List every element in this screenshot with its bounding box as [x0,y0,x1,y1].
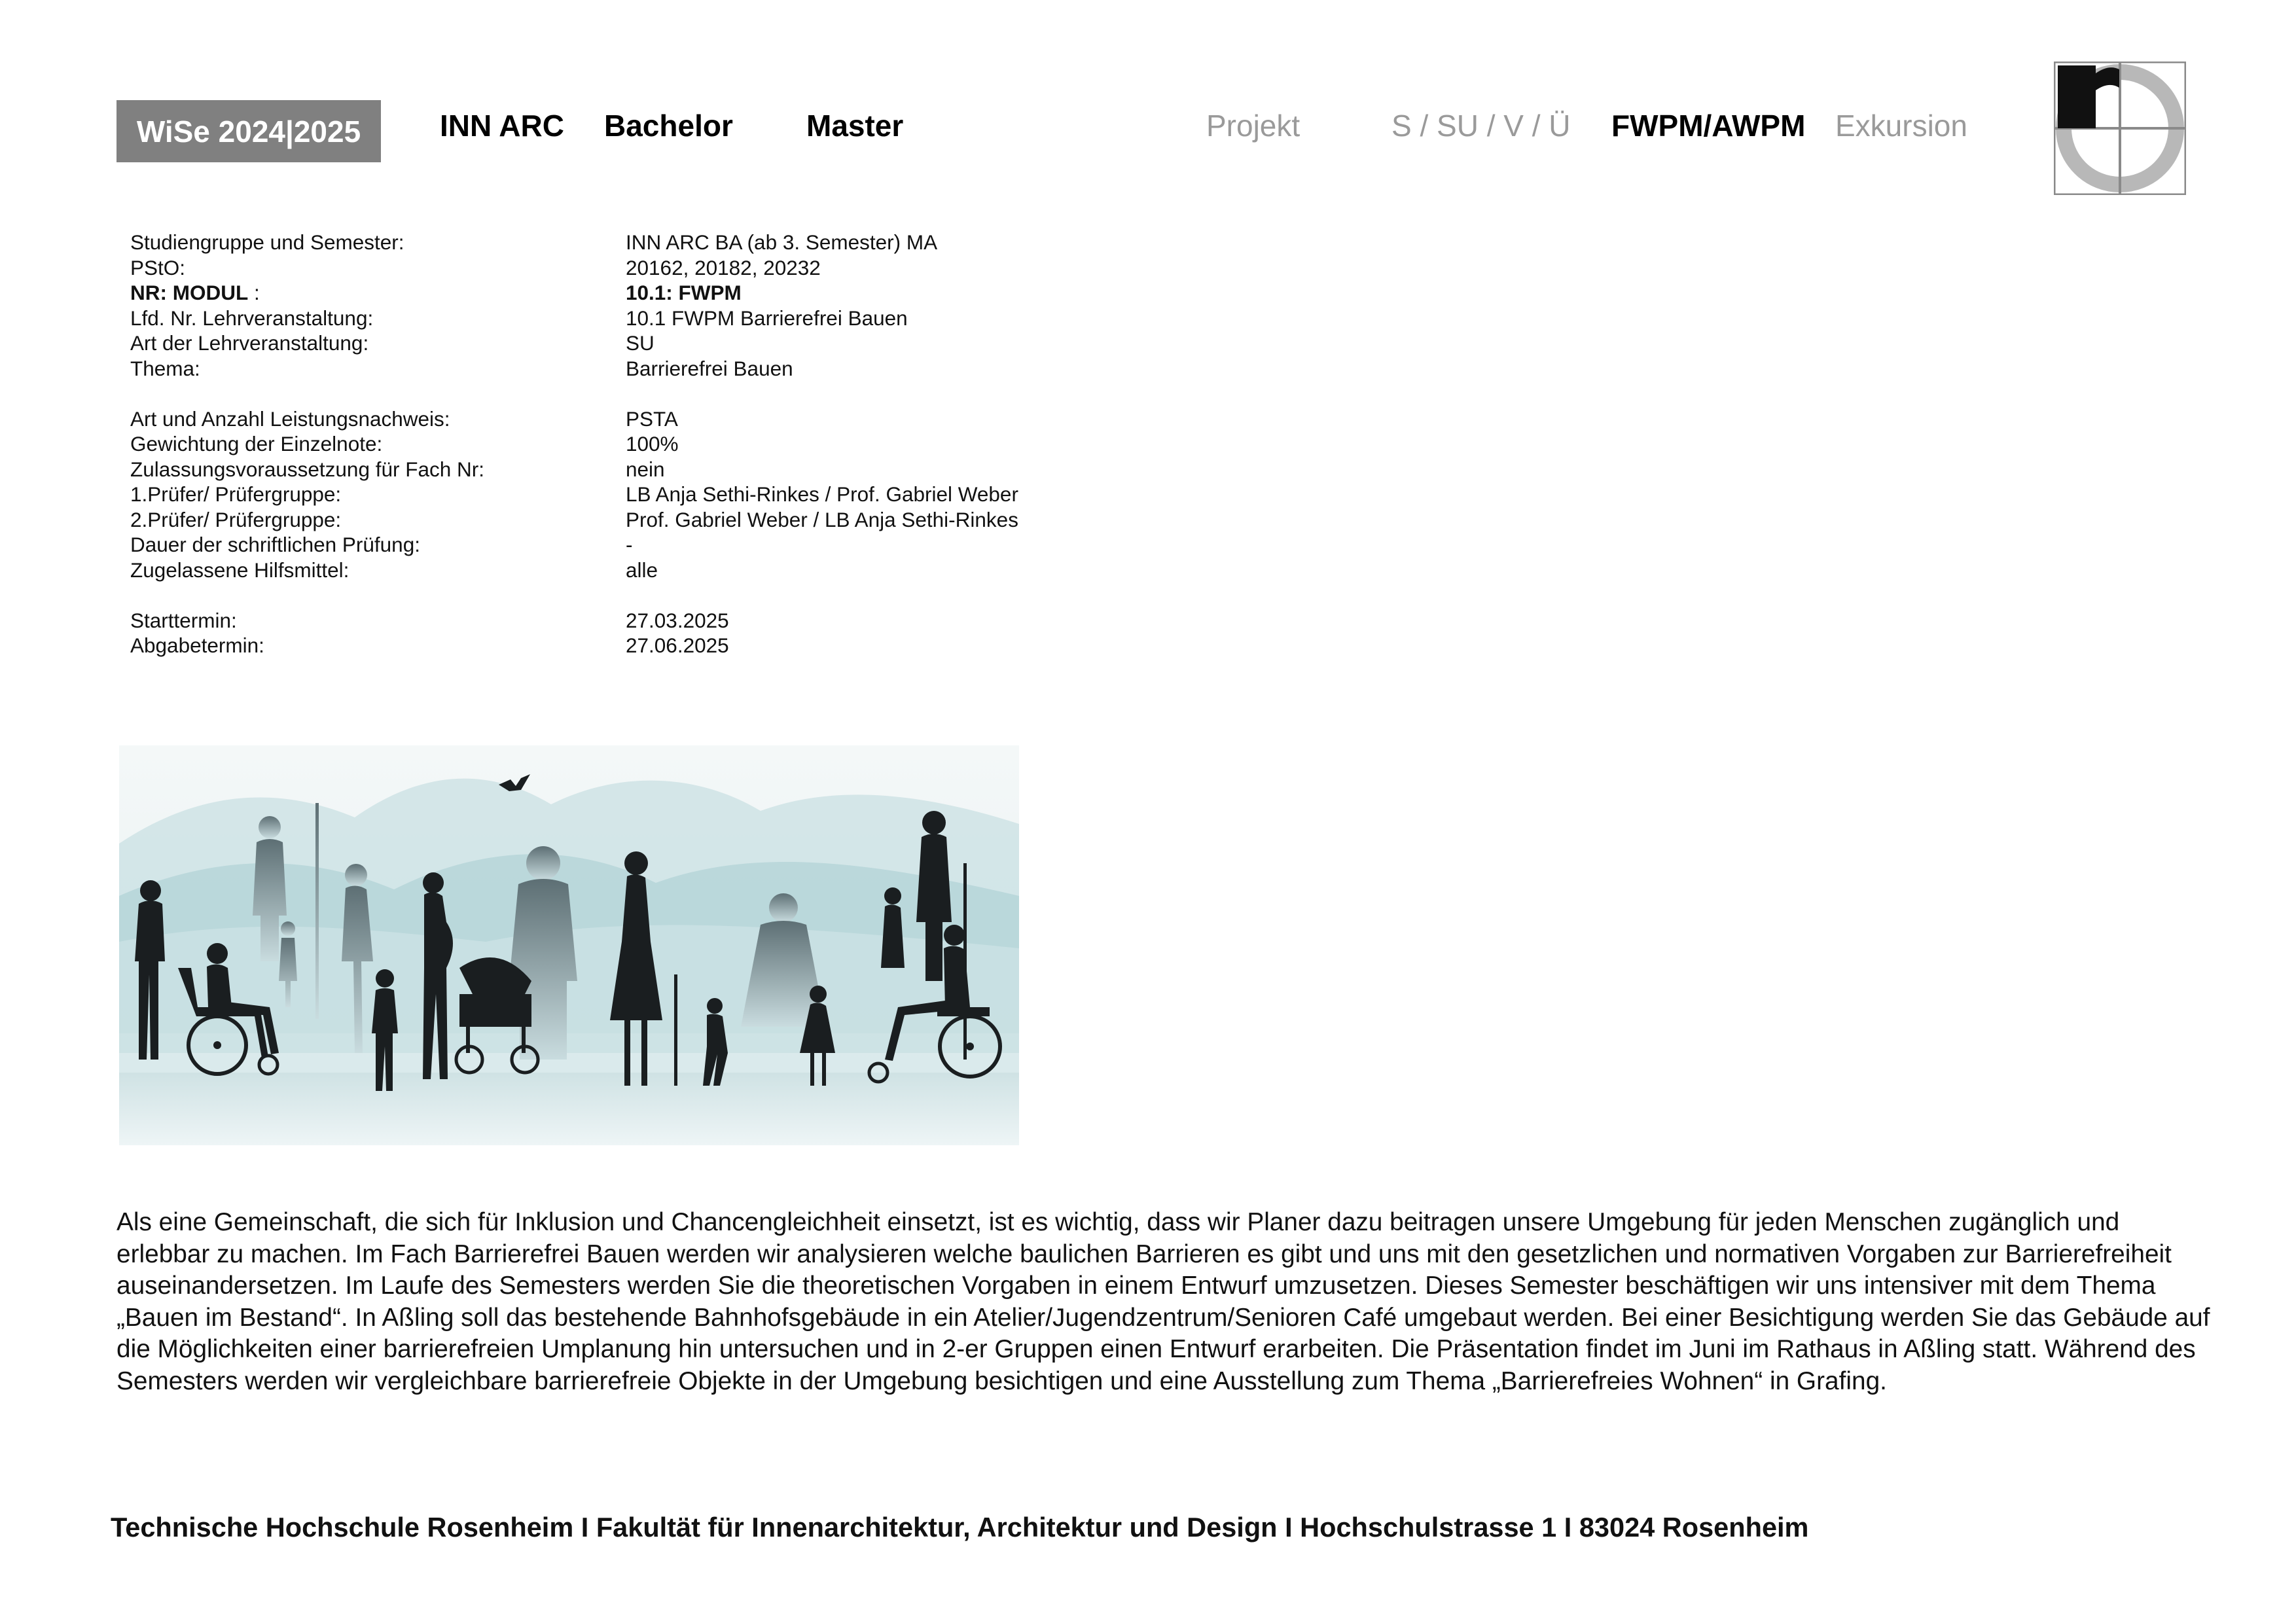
info-label: Gewichtung der Einzelnote: [130,432,383,455]
info-value: nein [626,457,665,481]
info-label: Zugelassene Hilfsmittel: [130,558,350,582]
info-label: Abgabetermin: [130,633,264,657]
module-description: Als eine Gemeinschaft, die sich für Inklusion und Chancengleichheit einsetzt, ist es wichtig, dass wir Planer dazu beitragen unsere Umgebung für jeden Menschen zugänglich und erlebbar zu machen. Im Fach Barrierefrei Bauen werden wir analysieren welche baulichen Barrieren es gibt und uns mit den gesetzlichen und normativen Vorgaben zur Barrierefreiheit auseinandersetzen. Im Laufe des Semesters werden Sie die theoretischen Vorgaben in einem Entwurf umzusetzen. Dieses Semester beschäftigen wir uns intensiver mit dem Thema „Bauen im Bestand“. In Aßling soll das bestehende Bahnhofsgebäude in ein Atelier/Jugendzentrum/Senioren Café umgebaut werden. Bei einer Besichtigung werden Sie das Gebäude auf die Möglichkeiten einer barrierefreien Umplanung hin untersuchen und in 2-er Gruppen einen Entwurf erarbeiten. Die Präsentation findet im Juni im Rathaus in Aßling statt. Während des Semesters werden wir vergleichbare barrierefreie Objekte in der Umgebung besichtigen und eine Ausstellung zum Thema „Barrierefreies Wohnen“ in Grafing. [117,1208,2210,1395]
info-value: Prof. Gabriel Weber / LB Anja Sethi-Rinkes [626,507,1018,531]
info-value: alle [626,558,658,582]
info-value: PSTA [626,406,678,431]
info-row-dauer [130,532,1018,558]
semester-badge: WiSe 2024|2025 [117,100,381,162]
info-row-starttermin [130,608,1018,633]
info-label: PStO: [130,255,186,279]
nav-bachelor[interactable]: Bachelor [604,109,733,143]
info-row-gewichtung [130,431,1018,457]
info-row-leistungsnachweis [130,406,1018,432]
nav-projekt[interactable]: Projekt [1206,109,1300,143]
info-value: 100% [626,432,679,455]
info-row-lfd-nr [130,306,1018,331]
info-value: 10.1: FWPM [626,281,742,304]
info-label-suffix: : [248,281,260,304]
info-label: Starttermin: [130,608,237,632]
info-label: 2.Prüfer/ Prüfergruppe: [130,507,342,531]
info-row-psto [130,255,1018,281]
info-label: Art und Anzahl Leistungsnachweis: [130,406,450,431]
info-row-thema [130,356,1018,382]
rosenheim-logo-icon [2054,62,2186,195]
info-value: 20162, 20182, 20232 [626,255,821,279]
info-label: Thema: [130,356,200,380]
info-row-art [130,330,1018,356]
info-label: 1.Prüfer/ Prüfergruppe: [130,482,342,506]
info-row-zulassung [130,457,1018,482]
info-value: 27.03.2025 [626,608,729,632]
info-row-studiengruppe [130,230,1018,255]
people-silhouettes-illustration-icon [119,745,1019,1145]
info-label: Lfd. Nr. Lehrveranstaltung: [130,306,374,330]
info-label: Dauer der schriftlichen Prüfung: [130,533,420,556]
info-label-strong: NR: MODUL [130,281,249,304]
info-value: - [626,533,633,556]
info-value: INN ARC BA (ab 3. Semester) MA [626,230,938,254]
info-label: Art der Lehrveranstaltung: [130,331,369,355]
info-value: Barrierefrei Bauen [626,356,793,380]
footer-address: Technische Hochschule Rosenheim I Fakultät für Innenarchitektur, Architektur und Design I Hochschulstrasse 1 I 83024 Rosenheim [111,1512,1809,1543]
info-label: Zulassungsvoraussetzung für Fach Nr: [130,457,484,481]
info-row-abgabetermin [130,633,1018,658]
info-value: 10.1 FWPM Barrierefrei Bauen [626,306,908,330]
info-label: Studiengruppe und Semester: [130,230,404,254]
info-value: LB Anja Sethi-Rinkes / Prof. Gabriel Weber [626,482,1018,506]
nav-fwpm-awpm[interactable]: FWPM/AWPM [1611,109,1806,143]
info-row-pruefer-2 [130,507,1018,533]
info-row-pruefer-1 [130,482,1018,507]
info-value: 27.06.2025 [626,633,729,657]
info-value: SU [626,331,655,355]
nav-inn-arc[interactable]: INN ARC [440,109,564,143]
nav-s-su-v-u[interactable]: S / SU / V / Ü [1391,109,1571,143]
info-label [130,280,626,306]
module-info-table [130,230,1018,658]
info-row-hilfsmittel [130,558,1018,583]
nav-master[interactable]: Master [806,109,904,143]
nav-exkursion[interactable]: Exkursion [1835,109,1967,143]
info-row-modul [130,280,1018,306]
